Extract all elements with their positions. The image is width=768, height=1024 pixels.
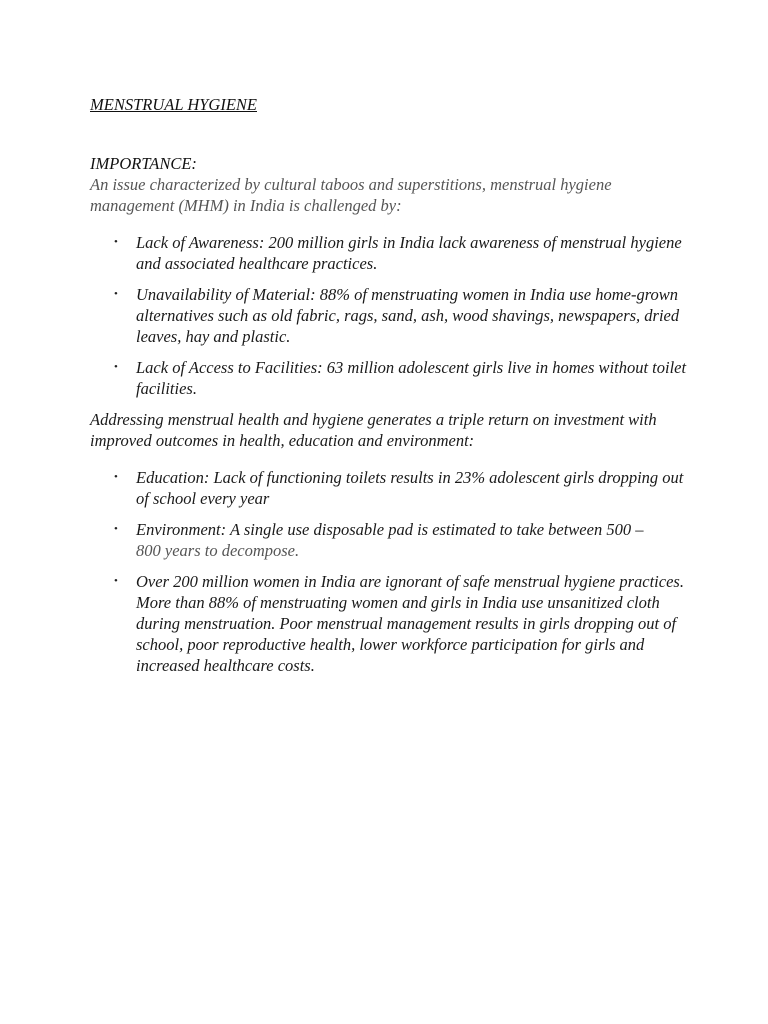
list-item-education <box>90 467 690 509</box>
list-item-environment <box>90 519 690 561</box>
bullet-icon: • <box>114 575 118 587</box>
bullet-icon: • <box>114 236 118 248</box>
list-item-text: Environment: A single use disposable pad is estimated to take between 500 – <box>136 520 644 539</box>
list-item-summary <box>90 571 690 676</box>
bullet-icon: • <box>114 523 118 535</box>
bullet-icon: • <box>114 288 118 300</box>
document-title: MENSTRUAL HYGIENE <box>90 95 257 114</box>
list-item-awareness <box>90 232 690 274</box>
bullet-icon: • <box>114 471 118 483</box>
list-item-text: Lack of Access to Facilities: 63 million adolescent girls live in homes without toilet facilities. <box>136 358 687 398</box>
returns-paragraph: Addressing menstrual health and hygiene generates a triple return on investment with improved outcomes in health, education and environment: <box>90 410 657 450</box>
list-item-text: Over 200 million women in India are ignorant of safe menstrual hygiene practices. More than 88% of menstruating women and girls in India use unsanitized cloth during menstruation. Poor menstrual management results in girls dropping out of school, poor reproductive health, lower workforce participation for girls and increased healthcare costs. <box>136 572 684 675</box>
list-item-facilities <box>90 357 690 399</box>
intro-paragraph: An issue characterized by cultural taboos and superstitions, menstrual hygiene management (MHM) in India is challenged by: <box>90 175 612 215</box>
returns-list <box>90 467 690 676</box>
section-heading-importance: IMPORTANCE: <box>90 154 197 173</box>
challenges-list <box>90 232 690 399</box>
list-item-text: Unavailability of Material: 88% of menstruating women in India use home-grown alternatives such as old fabric, rags, sand, ash, wood shavings, newspapers, dried leaves, hay and plastic. <box>136 285 680 346</box>
list-item-material <box>90 284 690 347</box>
list-item-text-continued: 800 years to decompose. <box>136 541 300 560</box>
list-item-text: Lack of Awareness: 200 million girls in India lack awareness of menstrual hygiene and associated healthcare practices. <box>136 233 682 273</box>
document-page <box>90 94 690 686</box>
list-item-text: Education: Lack of functioning toilets results in 23% adolescent girls dropping out of school every year <box>136 468 684 508</box>
bullet-icon: • <box>114 361 118 373</box>
